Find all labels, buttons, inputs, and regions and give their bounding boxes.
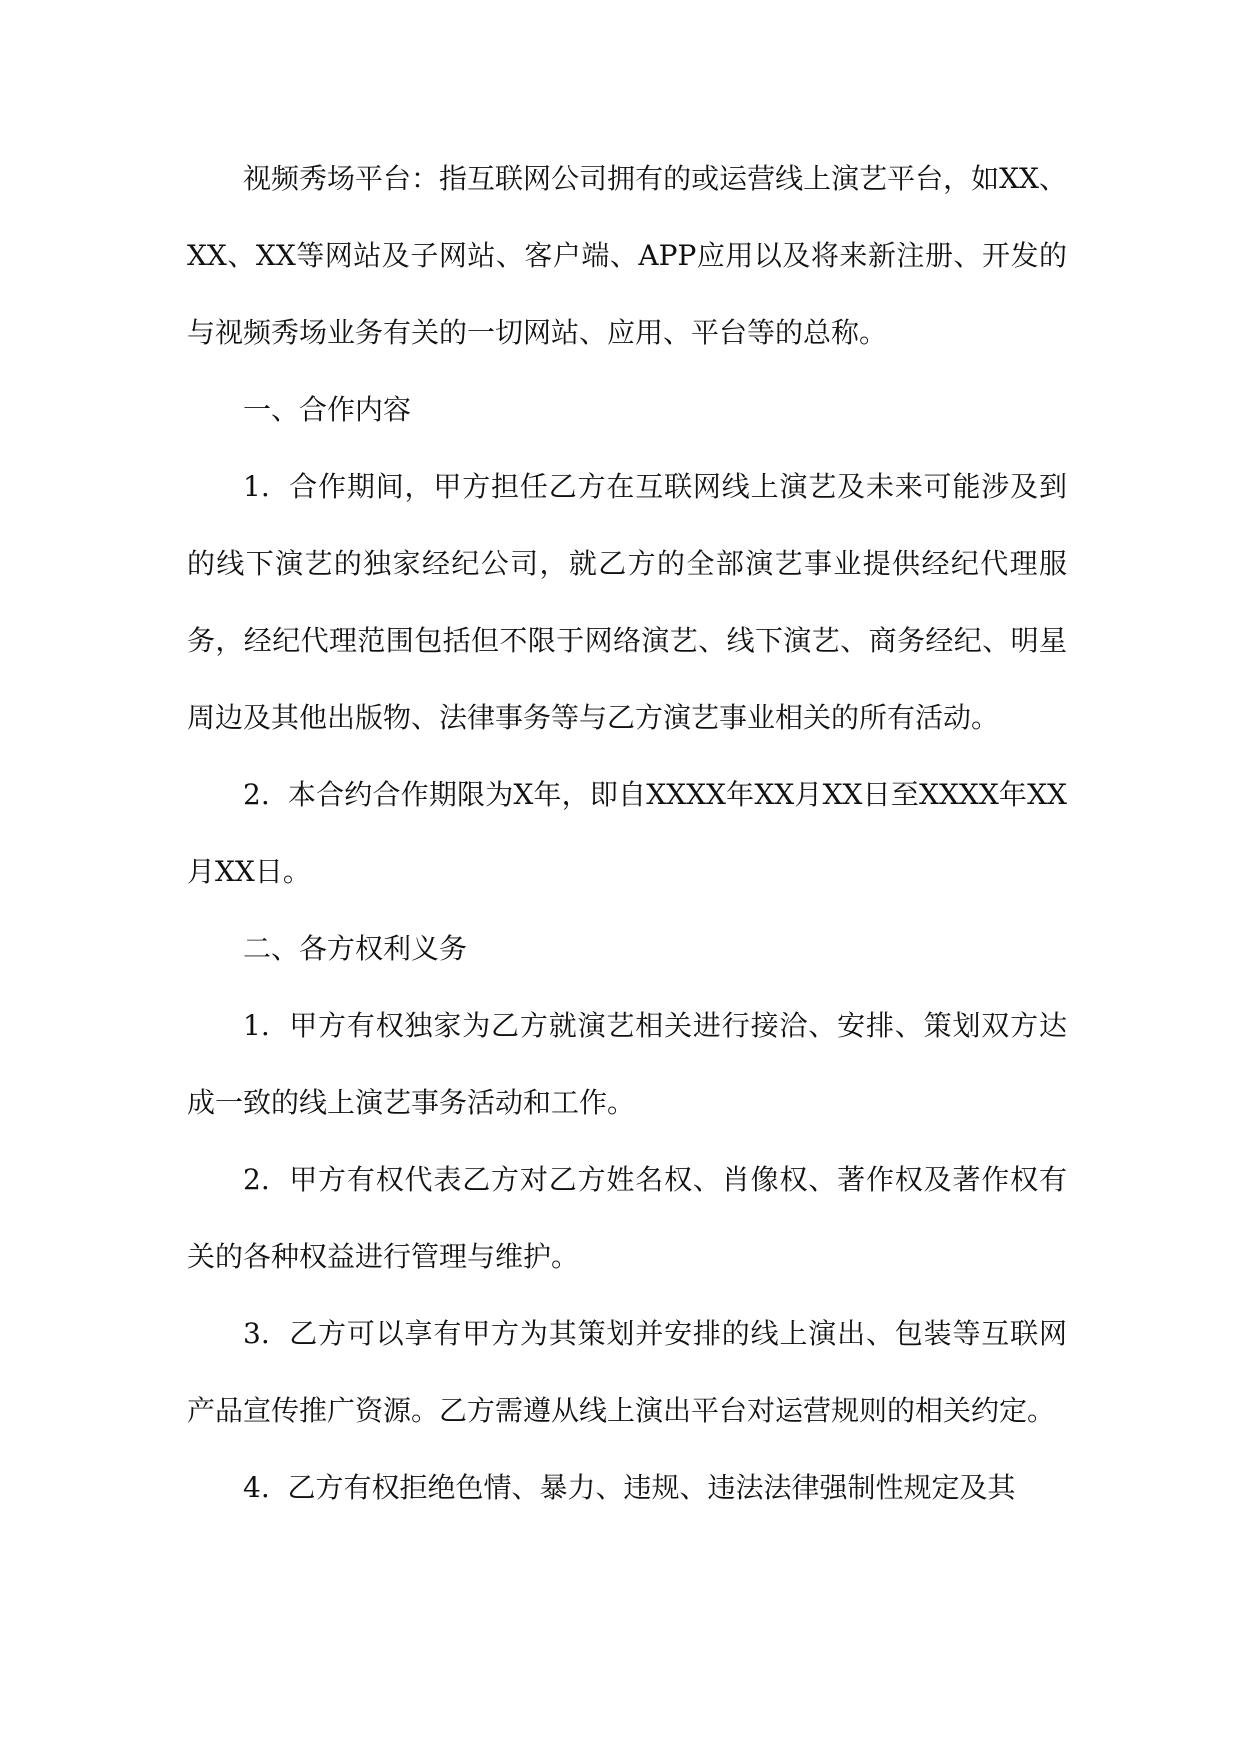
paragraph-rights-3: 3. 乙方可以享有甲方为其策划并安排的线上演出、包装等互联网产品宣传推广资源。乙方需遵从线上演出平台对运营规则的相关约定。: [187, 1317, 1067, 1427]
paragraph-rights-2: 2. 甲方有权代表乙方对乙方姓名权、肖像权、著作权及著作权有关的各种权益进行管理与维护。: [187, 1163, 1067, 1273]
section-heading-rights: 二、各方权利义务: [243, 932, 468, 965]
document-body: [187, 140, 1067, 1526]
paragraph-rights-1: 1. 甲方有权独家为乙方就演艺相关进行接洽、安排、策划双方达成一致的线上演艺事务活动和工作。: [187, 1009, 1067, 1119]
section-heading-cooperation: 一、合作内容: [243, 393, 412, 426]
paragraph-rights-4: 4. 乙方有权拒绝色情、暴力、违规、违法法律强制性规定及其: [243, 1471, 1016, 1504]
paragraph-platform-definition: 视频秀场平台：指互联网公司拥有的或运营线上演艺平台，如XX、XX、XX等网站及子网站、客户端、APP应用以及将来新注册、开发的与视频秀场业务有关的一切网站、应用、平台等的总称。: [187, 162, 1067, 349]
paragraph-cooperation-2: 2. 本合约合作期限为X年，即自XXXX年XX月XX日至XXXX年XX月XX日。: [187, 778, 1067, 888]
paragraph-cooperation-1: 1. 合作期间，甲方担任乙方在互联网线上演艺及未来可能涉及到的线下演艺的独家经纪公司，就乙方的全部演艺事业提供经纪代理服务，经纪代理范围包括但不限于网络演艺、线下演艺、商务经纪、明星周边及其他出版物、法律事务等与乙方演艺事业相关的所有活动。: [187, 470, 1067, 734]
